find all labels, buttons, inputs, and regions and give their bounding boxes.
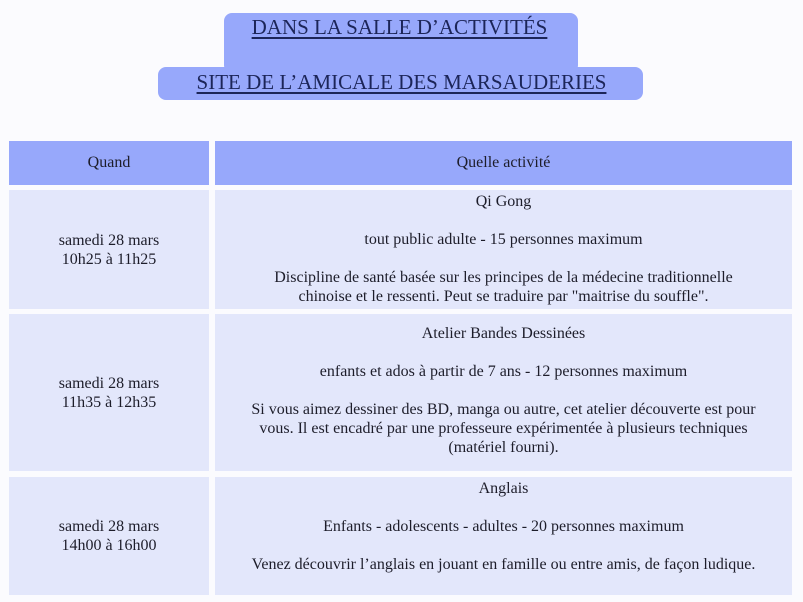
table-row-1-when — [9, 190, 209, 309]
row-time: 14h00 à 16h00 — [61, 537, 157, 554]
activity-audience: tout public adulte - 15 personnes maximum — [364, 231, 643, 248]
row-time: 10h25 à 11h25 — [61, 250, 157, 268]
activity-audience: Enfants - adolescents - adultes - 20 personnes maximum — [323, 518, 684, 535]
table-row-2-when — [9, 314, 209, 471]
table-row-2-activity — [215, 314, 792, 471]
column-header-when: Quand — [9, 141, 209, 185]
column-header-activity: Quelle activité — [215, 141, 792, 185]
activity-description-line: Si vous aimez dessiner des BD, manga ou autre, cet atelier découverte est pour — [251, 401, 756, 418]
page-title-line-2: SITE DE L’AMICALE DES MARSAUDERIES — [196, 70, 607, 94]
table-row-3-activity — [215, 477, 792, 595]
table-row-3-when — [9, 477, 209, 595]
row-date: samedi 28 mars — [58, 374, 160, 392]
row-date: samedi 28 mars — [58, 518, 160, 535]
activity-description-line: chinoise et le ressenti. Peut se traduire par "maitrise du souffle". — [298, 288, 709, 305]
row-date: samedi 28 mars — [58, 231, 160, 249]
page-title-line-1: DANS LA SALLE D’ACTIVITÉS — [251, 15, 548, 39]
table-row-1-activity — [215, 190, 792, 309]
activity-name: Qi Gong — [475, 193, 532, 210]
activity-name: Atelier Bandes Dessinées — [421, 325, 586, 342]
activity-description-line: Venez découvrir l’anglais en jouant en famille ou entre amis, de façon ludique. — [251, 556, 756, 573]
activity-description-line: Discipline de santé basée sur les principes de la médecine traditionnelle — [274, 269, 733, 286]
row-time: 11h35 à 12h35 — [61, 393, 157, 411]
activity-audience: enfants et ados à partir de 7 ans - 12 personnes maximum — [319, 363, 688, 380]
activity-description-line: vous. Il est encadré par une professeure expérimentée à plusieurs techniques — [259, 420, 748, 437]
activity-name: Anglais — [478, 480, 529, 497]
activity-description-line: (matériel fourni). — [448, 439, 559, 456]
